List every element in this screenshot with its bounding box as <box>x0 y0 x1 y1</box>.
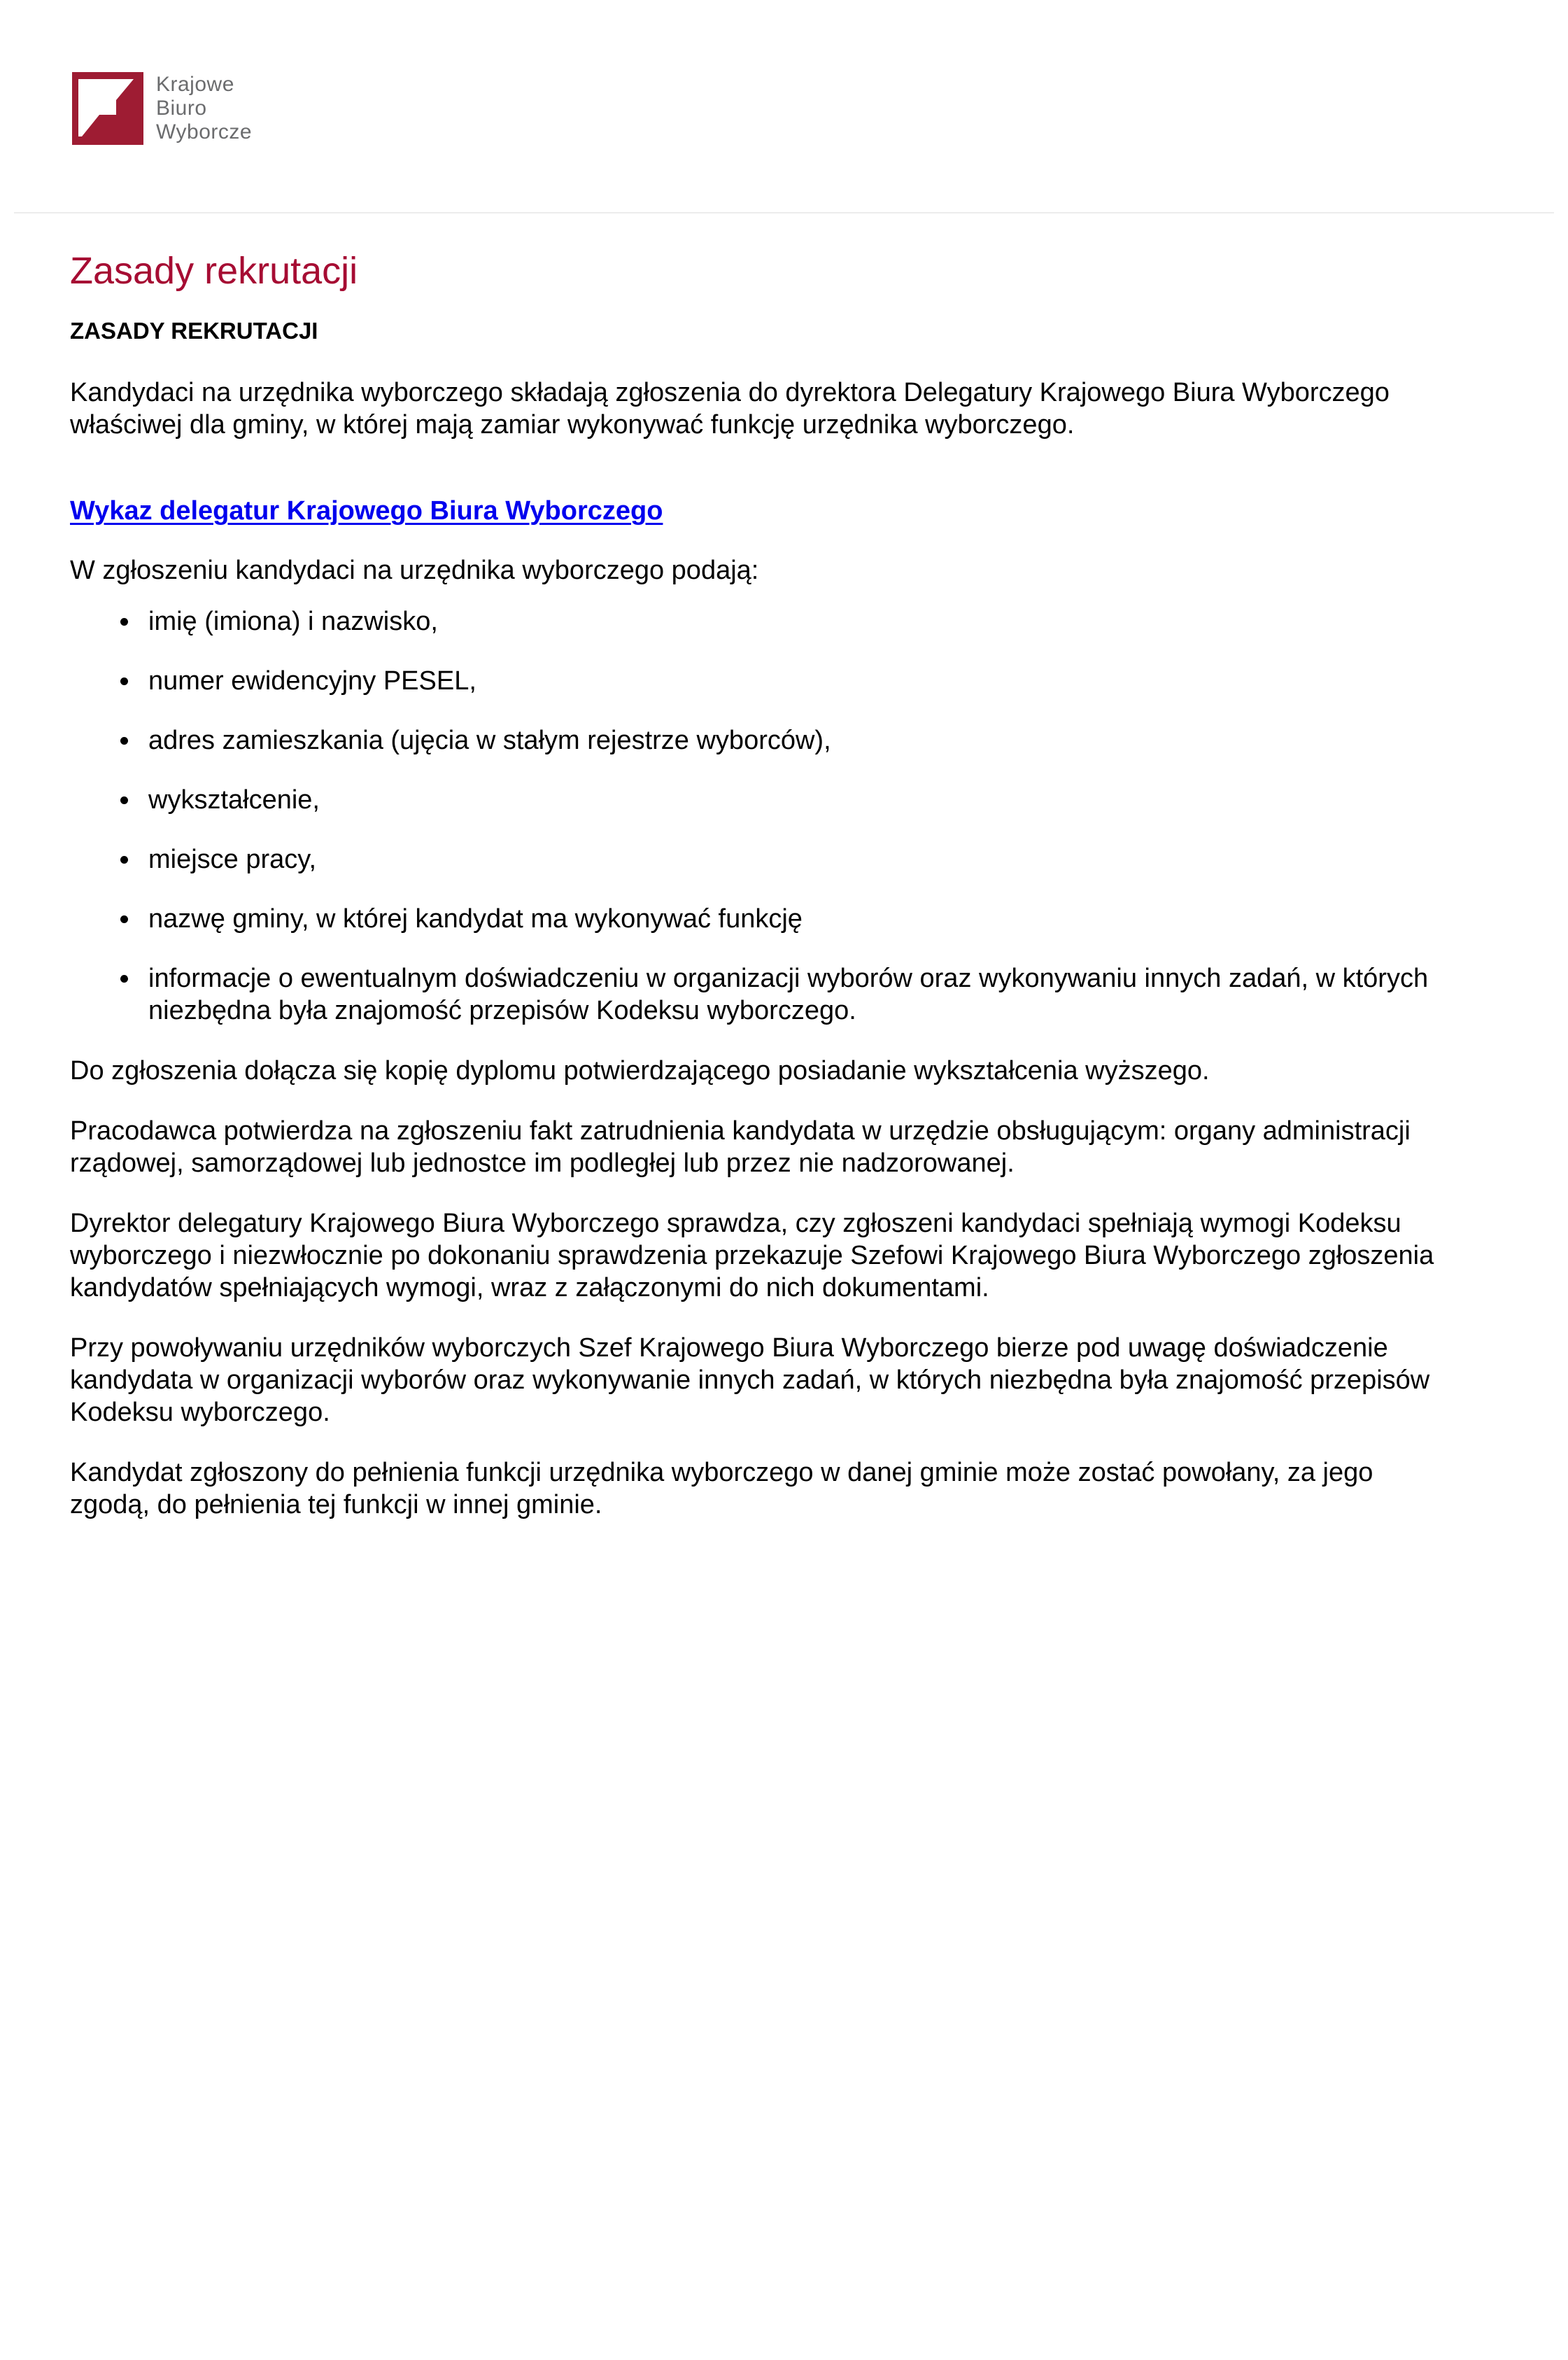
kbw-logo-icon <box>72 72 143 145</box>
list-item-name: imię (imiona) i nazwisko, <box>148 605 1445 638</box>
paragraph-director: Dyrektor delegatury Krajowego Biura Wyborczego sprawdza, czy zgłoszeni kandydaci spełniają wymogi Kodeksu wyborczego i niezwłocznie po dokonaniu sprawdzenia przekazuje Szefowi Krajowego Biura Wyborczego zgłoszenia kandydatów spełniających wymogi, wraz z załączonymi do nich dokumentami. <box>70 1209 1434 1302</box>
list-intro: W zgłoszeniu kandydaci na urzędnika wyborczego podają: <box>70 556 759 585</box>
paragraph-diploma: Do zgłoszenia dołącza się kopię dyplomu potwierdzającego posiadanie wykształcenia wyższego. <box>70 1056 1210 1086</box>
list-item-address: adres zamieszkania (ujęcia w stałym rejestrze wyborców), <box>148 724 1445 757</box>
section-heading: ZASADY REKRUTACJI <box>70 318 318 344</box>
paragraph-other-gmina: Kandydat zgłoszony do pełnienia funkcji urzędnika wyborczego w danej gminie może zostać powołany, za jego zgodą, do pełnienia tej funkcji w innej gminie. <box>70 1458 1373 1519</box>
paragraph-employer: Pracodawca potwierdza na zgłoszeniu fakt zatrudnienia kandydata w urzędzie obsługującym: organy administracji rządowej, samorządowej lub jednostce im podległej lub przez nie nadzorowanej. <box>70 1116 1411 1178</box>
list-item-education: wykształcenie, <box>148 784 1445 816</box>
link-paragraph <box>70 495 1445 527</box>
header-divider <box>14 212 1554 213</box>
list-item-experience: informacje o ewentualnym doświadczeniu w organizacji wyborów oraz wykonywaniu innych zadań, w których niezbędna była znajomość przepisów Kodeksu wyborczego. <box>148 962 1445 1027</box>
site-header <box>72 72 1568 145</box>
logo-line-2: Biuro <box>156 97 207 120</box>
list-item-gmina: nazwę gminy, w której kandydat ma wykonywać funkcję <box>148 903 1445 935</box>
delegations-list-link[interactable]: Wykaz delegatur Krajowego Biura Wyborczego <box>70 496 663 526</box>
list-item-workplace: miejsce pracy, <box>148 843 1445 876</box>
recruitment-requirements-list <box>70 605 1445 1027</box>
list-item-pesel: numer ewidencyjny PESEL, <box>148 665 1445 697</box>
page-title: Zasady rekrutacji <box>70 250 358 292</box>
logo-wordmark <box>156 73 252 144</box>
paragraph-appointment: Przy powoływaniu urzędników wyborczych Szef Krajowego Biura Wyborczego bierze pod uwagę doświadczenie kandydata w organizacji wyborów oraz wykonywanie innych zadań, w których niezbędna była znajomość przepisów Kodeksu wyborczego. <box>70 1333 1430 1427</box>
logo-line-1: Krajowe <box>156 73 234 96</box>
logo-line-3: Wyborcze <box>156 120 253 143</box>
intro-paragraph: Kandydaci na urzędnika wyborczego składają zgłoszenia do dyrektora Delegatury Krajowego Biura Wyborczego właściwej dla gminy, w której mają zamiar wykonywać funkcję urzędnika wyborczego. <box>70 378 1390 440</box>
article-content <box>0 248 1568 1521</box>
